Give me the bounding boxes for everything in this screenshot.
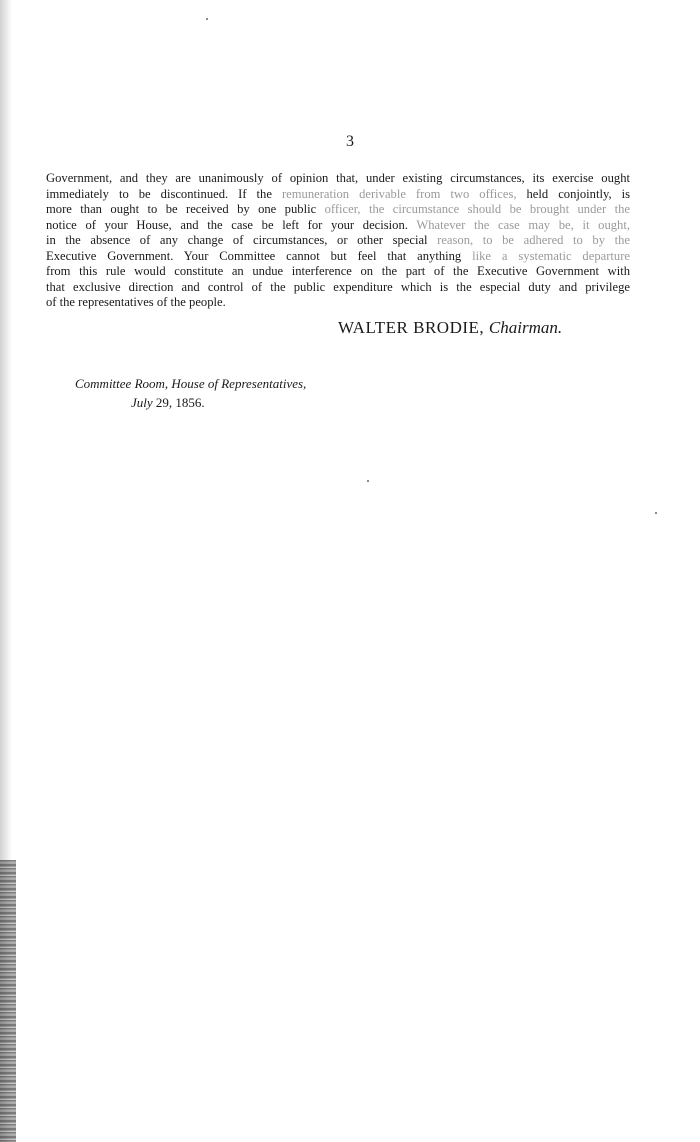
date-rest: 29, 1856. xyxy=(152,395,205,410)
text-line: that exclusive direction and control of the public expenditure which is the especial duty and privilege xyxy=(46,279,630,294)
signing-place: Committee Room, House of Representatives, xyxy=(75,376,307,391)
text-line: Government, and they are unanimously of opinion that, under existing circumstances, its exercise ought xyxy=(46,171,630,185)
date-month: July xyxy=(131,395,153,410)
text-line: immediately to be discontinued. If the remuneration derivable from two offices, held conjointly, is xyxy=(46,186,630,201)
scan-speck xyxy=(206,18,208,20)
page-number: 3 xyxy=(346,133,354,150)
scan-edge-binding xyxy=(0,860,16,1142)
report-paragraph xyxy=(46,171,630,311)
text-line: Executive Government. Your Committee cannot but feel that anything like a systematic departure xyxy=(46,248,630,263)
text-line: of the representatives of the people. xyxy=(46,295,226,309)
signature-block xyxy=(338,318,562,338)
scan-speck xyxy=(655,512,657,514)
text-line: in the absence of any change of circumstances, or other special reason, to be adhered to by the xyxy=(46,233,630,247)
text-line: more than ought to be received by one public officer, the circumstance should be brought under the xyxy=(46,202,630,216)
signing-date xyxy=(131,395,205,411)
signatory-role: Chairman. xyxy=(488,318,563,337)
text-line: from this rule would constitute an undue interference on the part of the Executive Government with xyxy=(46,264,630,278)
signatory-name: WALTER BRODIE, xyxy=(338,318,485,337)
text-line: notice of your House, and the case be left for your decision. Whatever the case may be, it ought, xyxy=(46,217,630,232)
scan-speck xyxy=(367,480,369,482)
